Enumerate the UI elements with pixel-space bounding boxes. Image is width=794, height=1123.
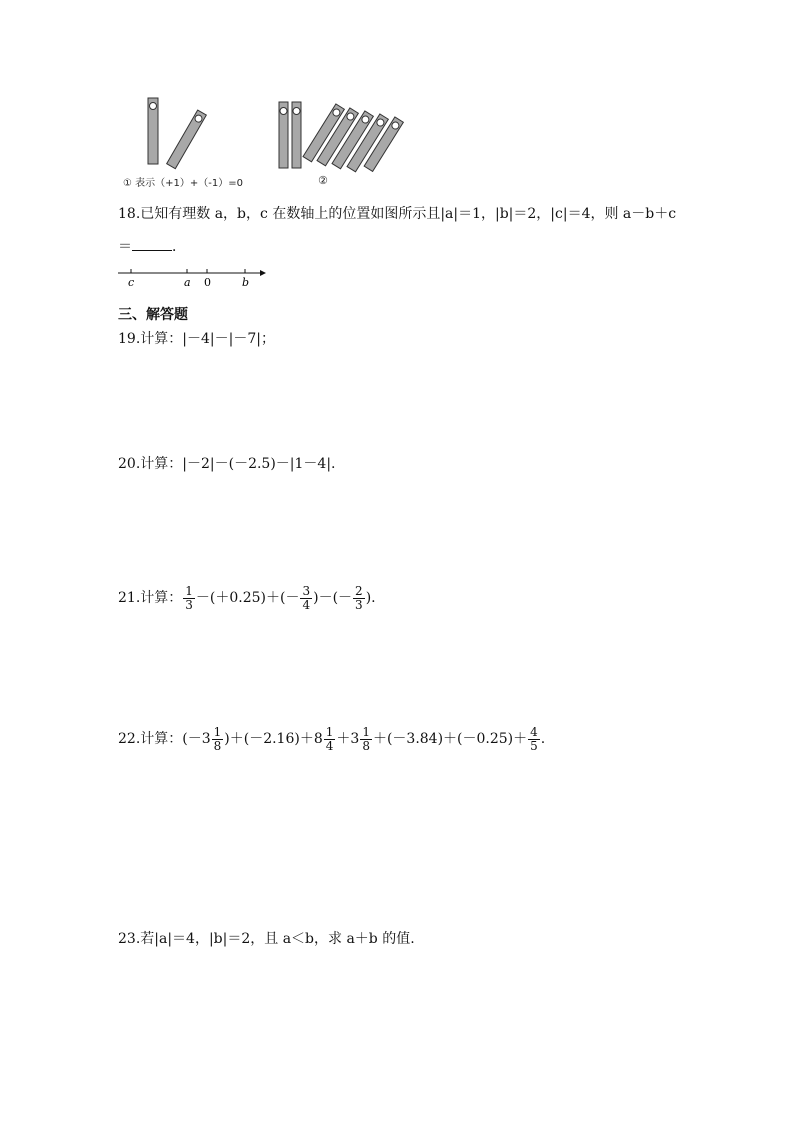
number-line [118, 264, 268, 290]
number-line-arrow [260, 270, 266, 276]
question-20-text: 20.计算：|－2|－(－2.5)－|1－4|. [118, 456, 336, 472]
q21-mid2: )－(－ [313, 590, 353, 606]
fraction-one-eighth-a: $\frac{1}{8}$ [213, 724, 222, 753]
equals-sign: ＝ [118, 239, 132, 255]
label-b: b [242, 276, 250, 289]
counting-rods-figure [112, 92, 412, 174]
question-21-text [118, 578, 376, 618]
q21-prefix: 21.计算： [118, 590, 183, 606]
label-zero: 0 [204, 276, 211, 289]
question-23-text: 23.若|a|＝4，|b|＝2，且 a＜b，求 a＋b 的值. [118, 931, 415, 947]
fraction-one-third: $\frac{1}{3}$ [185, 583, 193, 612]
section-heading: 三、解答题 [118, 307, 188, 323]
question-18-text: 18.已知有理数 a，b，c 在数轴上的位置如图所示且|a|＝1，|b|＝2，|c|＝4，则 a－b＋c [118, 206, 677, 222]
q22-mid3: ＋(－3.84)＋(－0.25)＋ [372, 731, 528, 747]
q22-mid1: )＋(－2.16)＋8 [224, 731, 323, 747]
fraction-one-quarter: $\frac{1}{4}$ [325, 724, 334, 753]
q21-mid1: －(＋0.25)＋(－ [195, 590, 300, 606]
rod-vertical-2 [292, 102, 301, 168]
label-a: a [184, 276, 191, 289]
rod-vertical-1 [279, 102, 288, 168]
question-18-continuation [118, 238, 186, 256]
q22-end: . [540, 731, 546, 747]
q22-prefix: 22.计算：(－3 [118, 731, 211, 747]
rod-positive-one [148, 98, 158, 164]
figure-caption-1: ① 表示（+1）+（-1）=0 [123, 178, 243, 189]
period: ． [172, 239, 186, 255]
q22-mid2: ＋3 [336, 731, 360, 747]
fraction-three-quarters: $\frac{3}{4}$ [302, 583, 311, 612]
question-19-text: 19.计算：|－4|－|－7|； [118, 331, 275, 347]
figure-caption-2: ② [318, 174, 328, 187]
fraction-two-thirds: $\frac{2}{3}$ [355, 583, 363, 612]
fraction-one-eighth-b: $\frac{1}{8}$ [362, 724, 370, 753]
rod-negative-one [167, 110, 207, 169]
q21-end: ). [365, 590, 376, 606]
answer-blank [132, 238, 172, 251]
question-22-text [118, 719, 545, 759]
fraction-four-fifths: $\frac{4}{5}$ [530, 724, 538, 753]
label-c: c [128, 276, 135, 289]
